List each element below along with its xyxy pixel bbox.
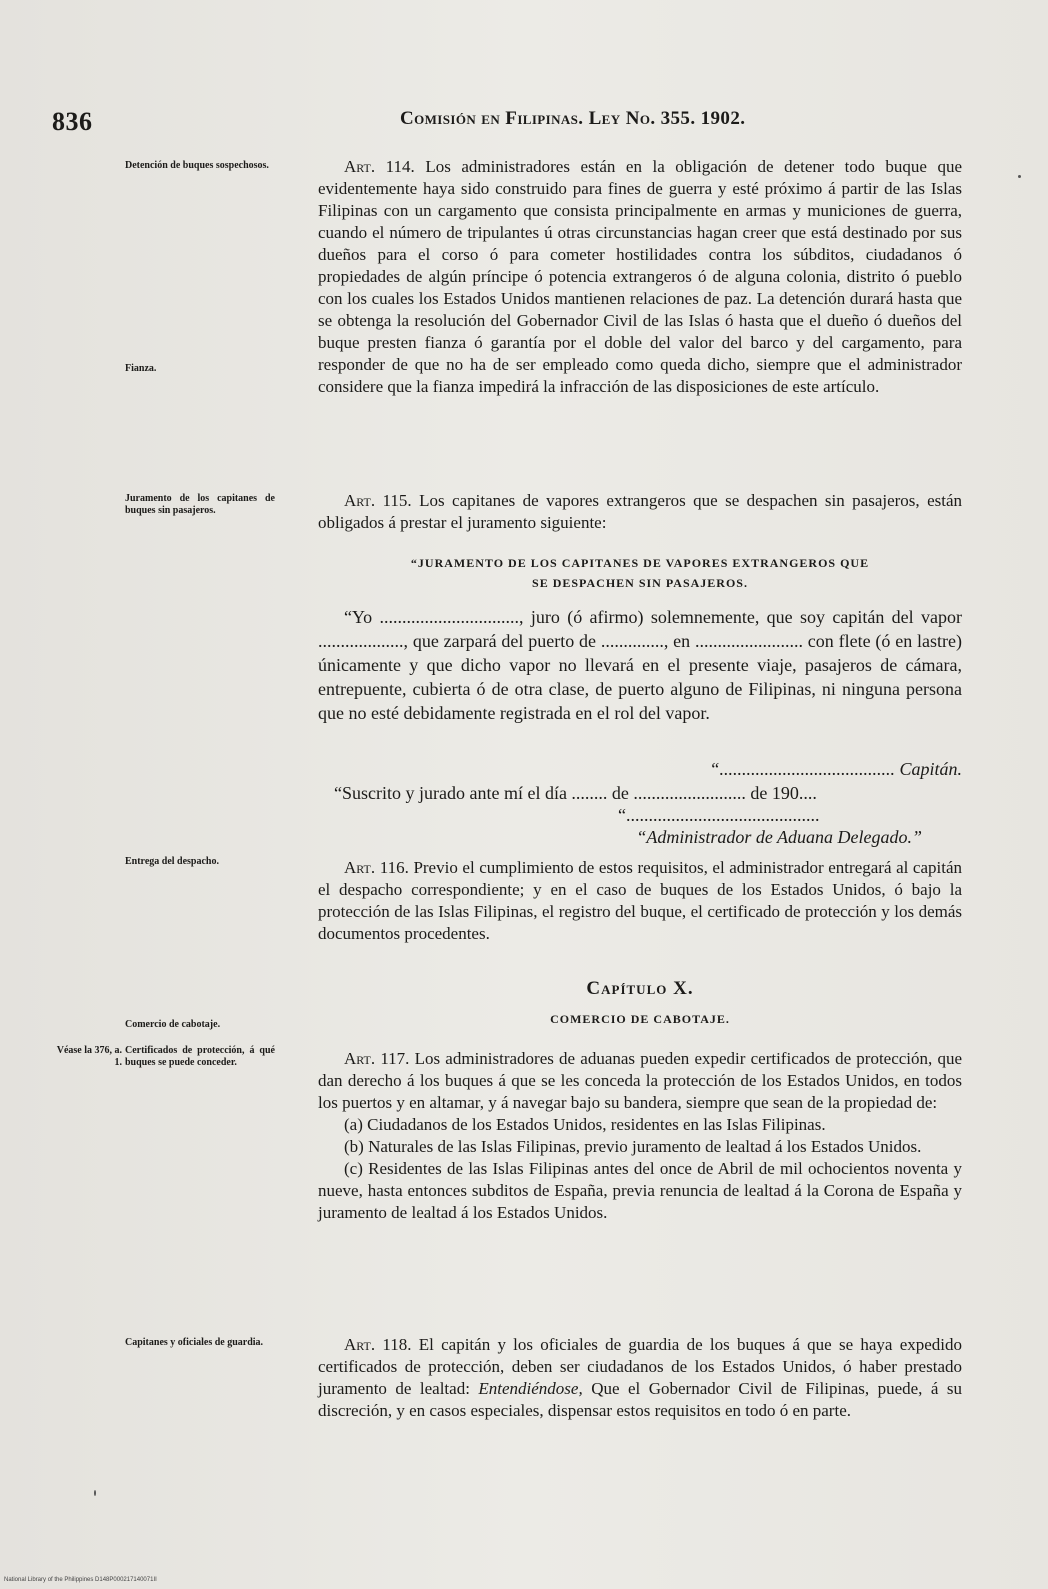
- scan-speck: [1018, 175, 1021, 178]
- article-117: [318, 1048, 962, 1224]
- margin-note-watch-officers: Capitanes y oficiales de guardia.: [125, 1337, 264, 1348]
- article-text: Previo el cumplimiento de estos requisitos, el administrador entregará al capitán el despacho correspondiente; y en el caso de buques de los Estados Unidos, ó bajo la protección de las Islas Filipinas, el registro del buque, el certificado de protección y los demás documentos procedentes.: [318, 858, 962, 943]
- section-heading: COMERCIO DE CABOTAJE.: [550, 1012, 730, 1026]
- article-118-paragraph: [318, 1334, 962, 1422]
- oath-heading: [318, 553, 962, 593]
- margin-note-detention: Detención de buques sospechosos.: [125, 160, 269, 171]
- margin-note-captains-oath: Juramento de los capitanes de buques sin pasajeros.: [125, 493, 275, 516]
- margin-note-bond: Fianza.: [125, 363, 157, 374]
- scan-footer: National Library of the Philippines D148P000217140071II: [4, 1577, 157, 1583]
- article-label: Art. 117.: [344, 1049, 410, 1068]
- captain-signature-line: [318, 757, 962, 781]
- article-text: Los capitanes de vapores extrangeros que se despachen sin pasajeros, están obligados á prestar el juramento siguiente:: [318, 491, 963, 532]
- oath-heading-line-2: SE DESPACHEN SIN PASAJEROS.: [532, 576, 748, 590]
- admin-signature-blank: “...........................................: [618, 805, 820, 825]
- article-text: El capitán y los oficiales de guardia de los buques á que se haya expedido certificados de protección, deben ser ciudadanos de los Estados Unidos, ó haber prestado juramento de lealtad:: [318, 1335, 963, 1398]
- sworn-line: “Suscrito y jurado ante mí el día ........ de ......................... de 190....: [334, 783, 817, 803]
- article-114: [318, 156, 962, 398]
- article-text: Los administradores de aduanas pueden expedir certificados de protección, que dan derecho á los buques á que se les conceda la protección de los Estados Unidos, en todos los puertos y en altamar, y á navegar bajo su bandera, siempre que sean de la propiedad de:: [318, 1049, 963, 1112]
- article-116: [318, 857, 962, 945]
- oath-form: [318, 605, 962, 725]
- item-b: (b) Naturales de las Islas Filipinas, previo juramento de lealtad á los Estados Unidos.: [344, 1137, 922, 1156]
- margin-note-coastal-trade: Comercio de cabotaje.: [125, 1019, 221, 1030]
- oath-heading-line-1: “JURAMENTO DE LOS CAPITANES DE VAPORES EXTRANGEROS QUE: [410, 556, 870, 570]
- article-117-paragraph: [318, 1048, 962, 1114]
- running-head: Comisión en Filipinas. Ley No. 355. 1902.: [400, 108, 746, 129]
- margin-note-protection-certificates: Certificados de protección, á qué buques se puede conceder.: [125, 1045, 275, 1068]
- article-text: Los administradores están en la obligación de detener todo buque que evidentemente haya sido construido para fines de guerra y esté próximo á partir de las Islas Filipinas con un cargamento que consista principalmente en armas y municiones de guerra, cuando el número de tripulantes ú otras circunstancias hagan creer que está destinado por sus dueños para el corso ó para cometer hostilidades contra los súbditos, ciudadanos ó propiedades de algún príncipe ó potencia extrangeros ó de alguna colonia, distrito ó pueblo con los cuales los Estados Unidos mantienen relaciones de paz. La detención durará hasta que se obtenga la resolución del Gobernador Civil de las Islas ó hasta que el dueño ó dueños del buque presten fianza ó garantía por el doble del valor del barco y del cargamento, para responder de que no ha de ser empleado como queda dicho, siempre que el administrador considere que la fianza impedirá la infracción de las disposiciones de este artículo.: [318, 157, 963, 396]
- item-a: (a) Ciudadanos de los Estados Unidos, residentes en las Islas Filipinas.: [344, 1115, 826, 1134]
- article-italic: Entendiéndose,: [478, 1379, 583, 1398]
- article-label: Art. 116.: [344, 858, 409, 877]
- article-label: Art. 115.: [344, 491, 412, 510]
- article-label: Art. 118.: [344, 1335, 412, 1354]
- admin-signature: “Administrador de Aduana Delegado.”: [636, 827, 922, 847]
- article-114-paragraph: [318, 156, 962, 398]
- article-text-continued: Que el Gobernador Civil de Filipinas, puede, á su discreción, y en casos especiales, dispensar estos requisitos en todo ó en parte.: [318, 1379, 962, 1420]
- article-label: Art. 114.: [344, 157, 415, 176]
- margin-note-clearance: Entrega del despacho.: [125, 856, 219, 867]
- article-116-paragraph: [318, 857, 962, 945]
- article-115-paragraph: [318, 490, 962, 534]
- oath-text: “Yo ..............................., juro (ó afirmo) solemnemente, que soy capitán del vapor ..................., que zarpará del puerto de .............., en ........................ con flete (ó en lastre) únicamente y que dicho vapor no llevará en el presente viaje, pasajeros de cámara, entrepuente, cubierta ó de otra clase, de puerto alguno de Filipinas, ni ninguna persona que no esté debidamente registrada en el rol del vapor.: [318, 607, 962, 723]
- article-118: [318, 1334, 962, 1422]
- scan-speck: [94, 1490, 96, 1496]
- margin-cross-reference: Véase la 376, a. 1.: [56, 1045, 122, 1068]
- captain-signature: “....................................... Capitán.: [709, 759, 962, 779]
- item-c: (c) Residentes de las Islas Filipinas antes del once de Abril de mil ochocientos noventa y nueve, hasta entonces subditos de España, previa renuncia de lealtad á la Corona de España y juramento de lealtad á los Estados Unidos.: [318, 1159, 962, 1222]
- chapter-heading: Capítulo X.: [586, 978, 694, 999]
- page-number: 836: [52, 107, 93, 136]
- article-115: [318, 490, 962, 534]
